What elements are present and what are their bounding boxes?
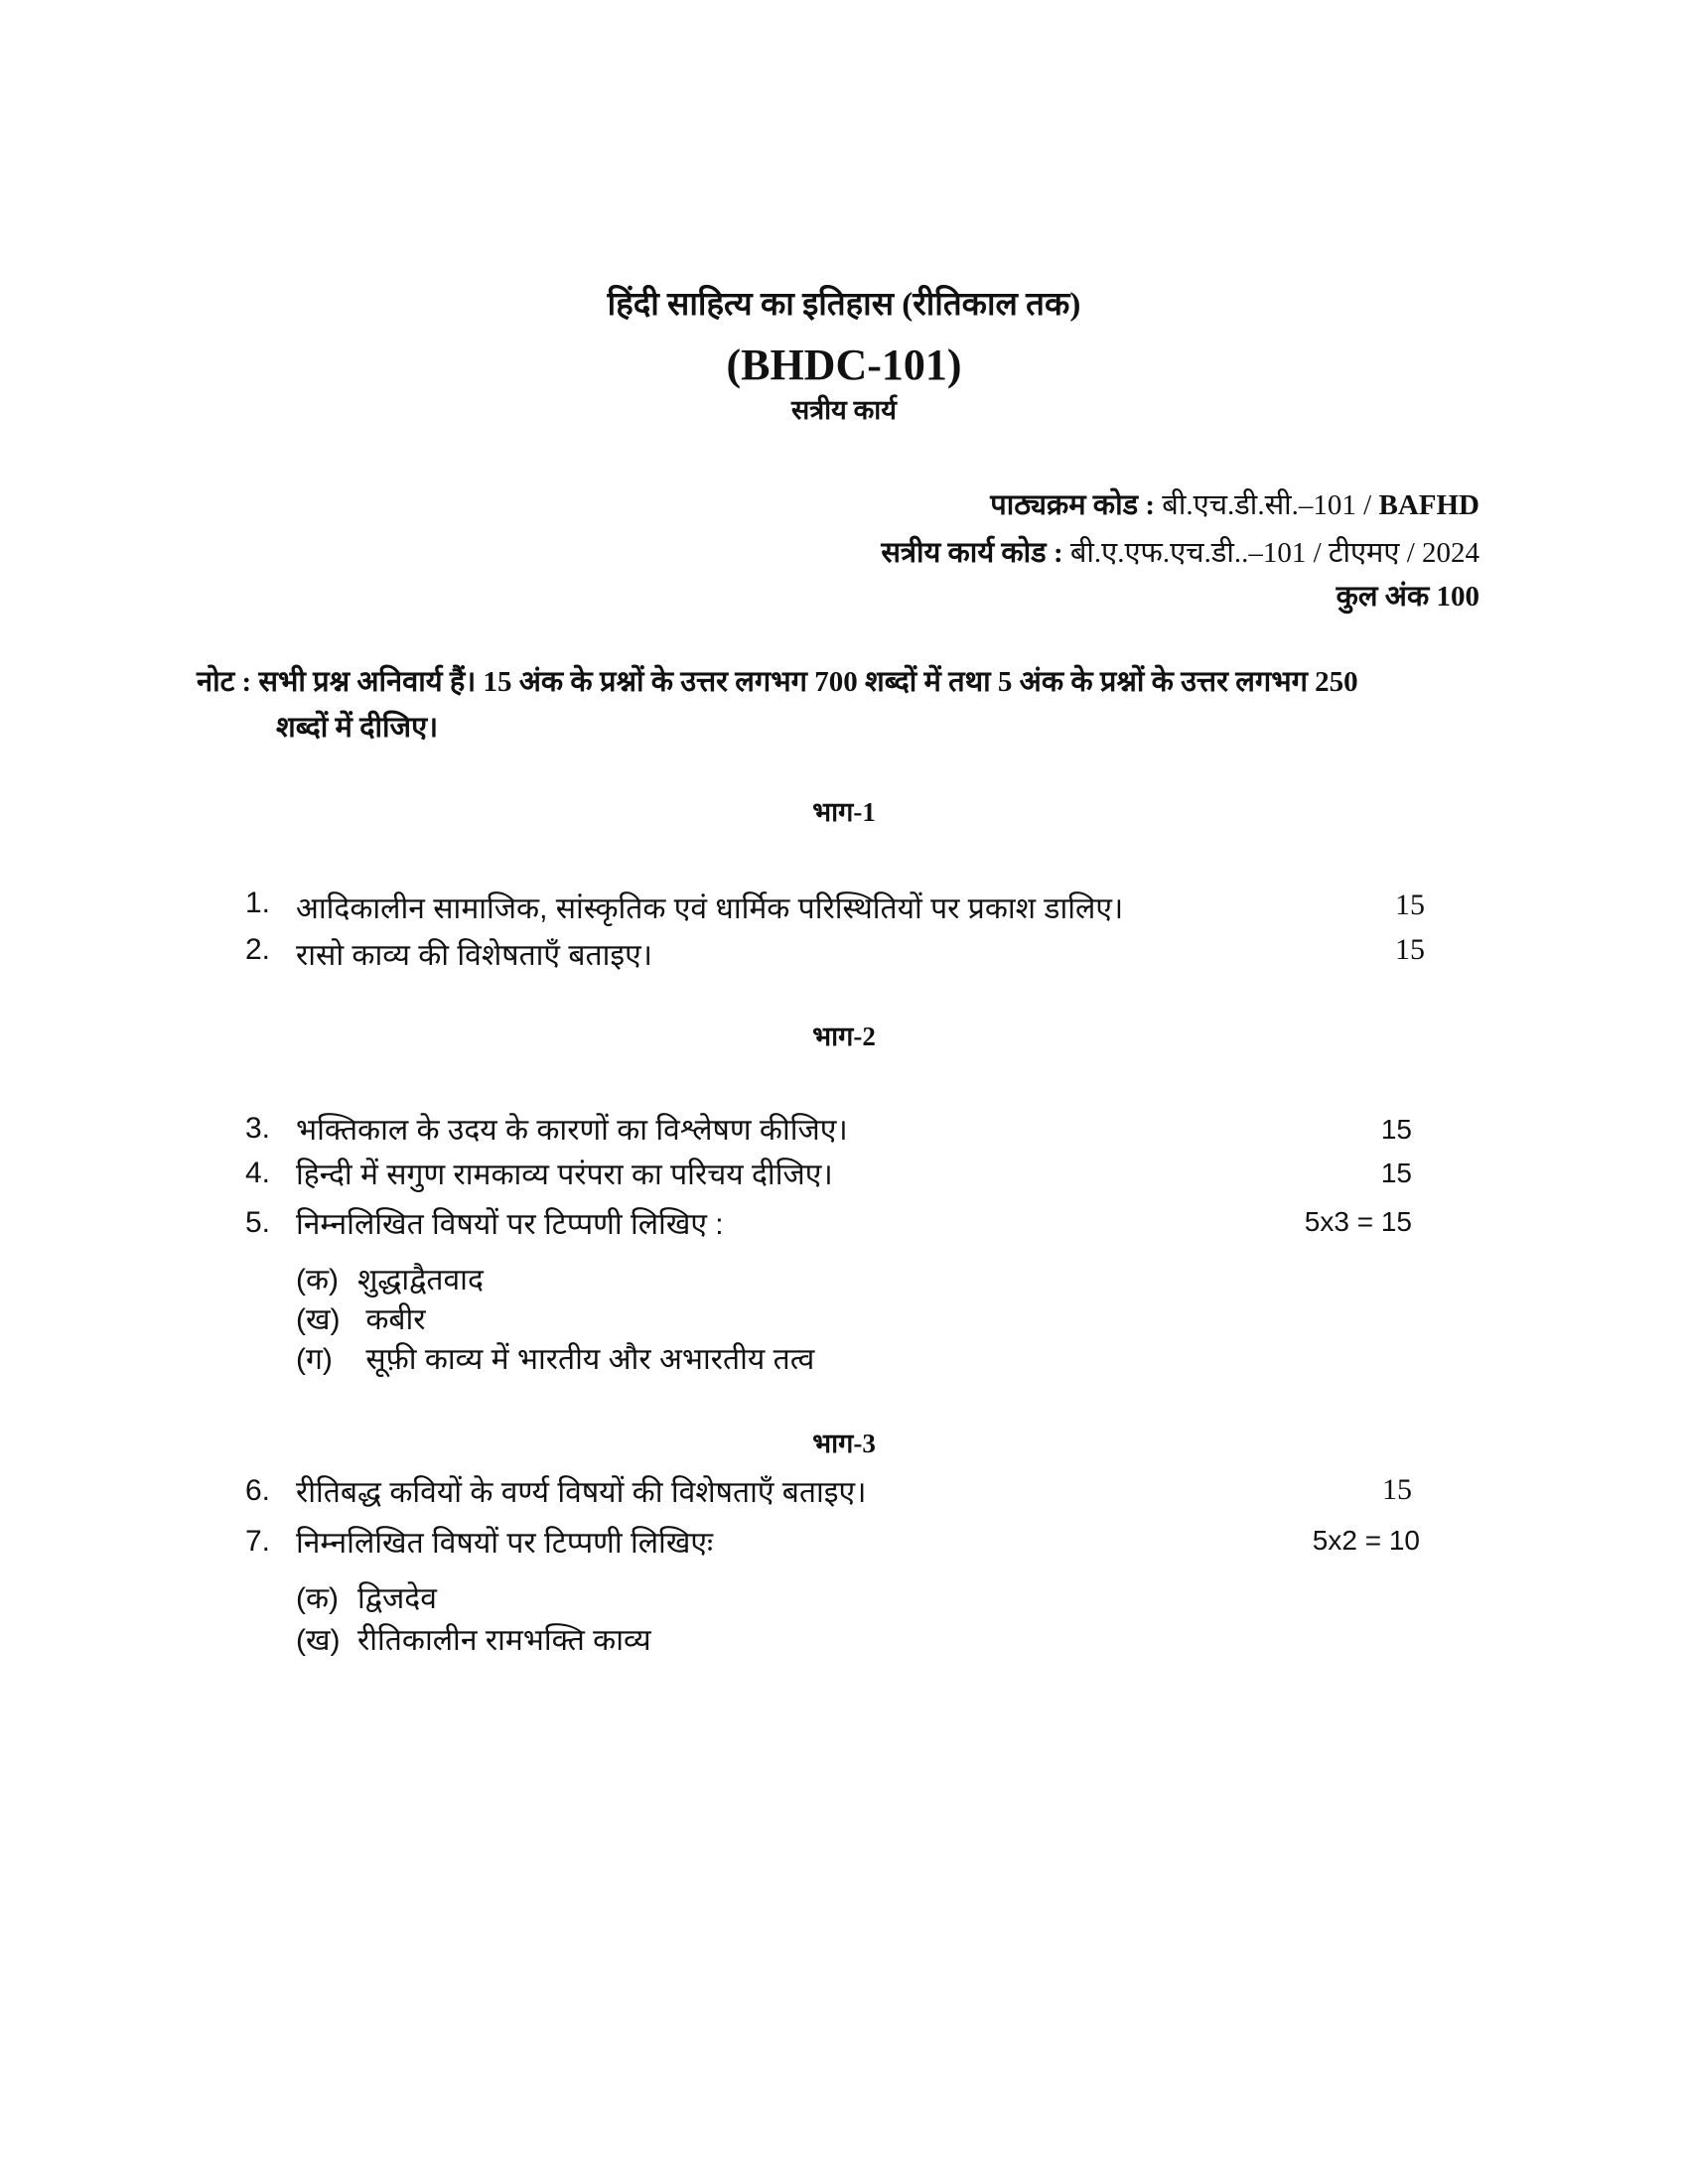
- course-code-value: बी.एच.डी.सी.–101 /: [1155, 489, 1379, 521]
- question-text: निम्नलिखित विषयों पर टिप्पणी लिखिए :: [296, 1208, 724, 1241]
- question-number: 7.: [245, 1525, 271, 1558]
- question-text: भक्तिकाल के उदय के कारणों का विश्लेषण कीजिए।: [296, 1114, 848, 1147]
- question-number: 2.: [245, 933, 271, 966]
- subitem-text: सूफ़ी काव्य में भारतीय और अभारतीय तत्व: [357, 1343, 815, 1376]
- subitem-text: शुद्धाद्वैतवाद: [357, 1264, 484, 1297]
- question-text: रासो काव्य की विशेषताएँ बताइए।: [296, 939, 653, 972]
- course-code-label: पाठ्यक्रम कोड :: [990, 489, 1156, 521]
- list-item: [296, 1576, 437, 1617]
- assignment-code-label: सत्रीय कार्य कोड :: [881, 537, 1063, 569]
- section-heading-2: भाग-2: [812, 1022, 876, 1051]
- list-item: [296, 1618, 651, 1659]
- question-marks: 15: [1382, 1473, 1412, 1506]
- subitem-text: कबीर: [357, 1303, 426, 1336]
- subitem-label: (क): [296, 1582, 340, 1615]
- subitem-text: रीतिकालीन रामभक्ति काव्य: [357, 1624, 651, 1657]
- assignment-code-line: [881, 532, 1479, 571]
- instructions-note: [197, 659, 1497, 751]
- subitem-label: (क): [296, 1264, 340, 1297]
- question-text: निम्नलिखित विषयों पर टिप्पणी लिखिएः: [296, 1527, 714, 1560]
- question-marks: 15: [1395, 933, 1425, 966]
- question-text: हिन्दी में सगुण रामकाव्य परंपरा का परिचय दीजिए।: [296, 1159, 833, 1191]
- question-number: 6.: [245, 1474, 271, 1507]
- question-number: 1.: [245, 887, 271, 919]
- section-heading-3: भाग-3: [812, 1429, 876, 1458]
- question-marks: 5x2 = 10: [1312, 1525, 1420, 1556]
- course-code-line: [990, 484, 1479, 523]
- assignment-code-value: बी.ए.एफ.एच.डी..–101 / टीएमए / 2024: [1062, 537, 1479, 569]
- list-item: [296, 1297, 426, 1338]
- page-title: हिंदी साहित्य का इतिहास (रीतिकाल तक): [607, 287, 1081, 323]
- course-code-value-bold: BAFHD: [1378, 489, 1479, 521]
- subitem-label: (ख): [296, 1624, 341, 1657]
- section-heading-1: भाग-1: [812, 797, 876, 827]
- question-marks: 15: [1395, 888, 1425, 921]
- question-text: रीतिबद्ध कवियों के वर्ण्य विषयों की विशेषताएँ बताइए।: [296, 1476, 867, 1509]
- subitem-text: द्विजदेव: [357, 1582, 437, 1615]
- question-number: 4.: [245, 1157, 271, 1189]
- question-marks: 15: [1380, 1114, 1412, 1145]
- list-item: [296, 1337, 814, 1378]
- question-number: 5.: [245, 1206, 271, 1239]
- question-marks: 5x3 = 15: [1304, 1206, 1412, 1237]
- document-subtitle: सत्रीय कार्य: [791, 395, 897, 425]
- note-line-2: शब्दों में दीजिए।: [276, 712, 439, 744]
- note-line-1: नोट : सभी प्रश्न अनिवार्य हैं। 15 अंक के प्रश्नों के उत्तर लगभग 700 शब्दों में तथा 5 अंक के प्रश्नों के उत्तर लगभग 250: [197, 666, 1358, 698]
- question-number: 3.: [245, 1112, 271, 1145]
- subitem-label: (ग): [296, 1343, 333, 1376]
- question-text: आदिकालीन सामाजिक, सांस्कृतिक एवं धार्मिक परिस्थितियों पर प्रकाश डालिए।: [296, 892, 1124, 925]
- subitem-label: (ख): [296, 1303, 341, 1336]
- total-marks: कुल अंक 100: [1336, 581, 1479, 613]
- question-marks: 15: [1380, 1158, 1412, 1188]
- course-code-heading: (BHDC-101): [726, 341, 962, 389]
- list-item: [296, 1258, 484, 1298]
